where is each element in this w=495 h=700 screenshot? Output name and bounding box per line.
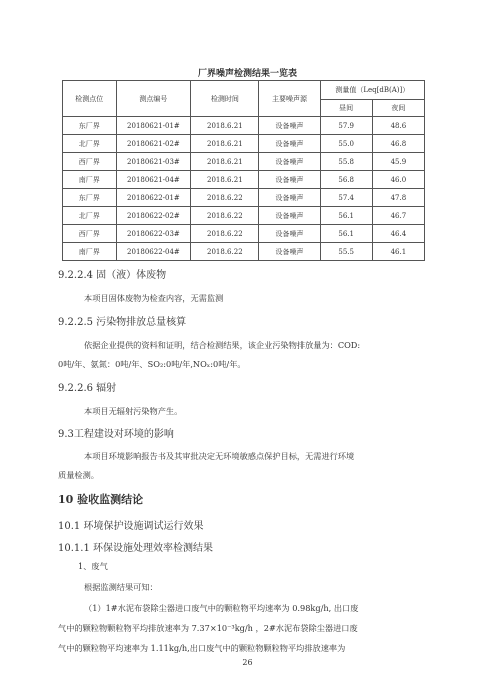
cell-date: 2018.6.21 <box>191 153 259 171</box>
cell-night: 48.6 <box>372 117 424 135</box>
cell-day: 57.4 <box>320 189 372 207</box>
cell-source: 设备噪声 <box>259 243 320 261</box>
cell-source: 设备噪声 <box>259 225 320 243</box>
cell-code: 20180621-01# <box>116 117 191 135</box>
cell-night: 46.1 <box>372 243 424 261</box>
cell-code: 20180621-02# <box>116 135 191 153</box>
para-results-line3: 气中的颗粒物平均速率为 1.11kg/h,出口废气中的颗粒物颗粒物平均排放速率为 <box>58 643 346 653</box>
cell-date: 2018.6.22 <box>191 189 259 207</box>
heading-9-2-2-6: 9.2.2.6 辐射 <box>58 383 117 394</box>
heading-10: 10 验收监测结论 <box>58 493 144 506</box>
cell-code: 20180622-04# <box>116 243 191 261</box>
heading-9-2-2-5: 9.2.2.5 污染物排放总量核算 <box>58 317 187 328</box>
header-night: 夜间 <box>372 100 424 117</box>
cell-code: 20180622-03# <box>116 225 191 243</box>
cell-night: 47.8 <box>372 189 424 207</box>
header-value: 测量值（Leq[dB(A)]） <box>320 81 424 100</box>
header-source: 主要噪声源 <box>259 81 320 117</box>
para-results-intro: 根据监测结果可知： <box>84 582 158 592</box>
cell-source: 设备噪声 <box>259 117 320 135</box>
table-row <box>63 153 425 171</box>
para-impact-line2: 质量检测。 <box>58 470 99 480</box>
para-emission-line1: 依据企业提供的资料和证明，结合检测结果，该企业污染物排放量为：COD: <box>84 340 361 350</box>
header-day: 昼间 <box>320 100 372 117</box>
table-title: 厂界噪声检测结果一览表 <box>197 69 297 79</box>
cell-day: 55.5 <box>320 243 372 261</box>
cell-location: 南厂界 <box>63 171 117 189</box>
cell-location: 西厂界 <box>63 225 117 243</box>
cell-day: 55.0 <box>320 135 372 153</box>
cell-source: 设备噪声 <box>259 189 320 207</box>
header-location: 检测点位 <box>63 81 117 117</box>
para-results-line1: （1）1#水泥布袋除尘器进口废气中的颗粒物平均速率为 0.98kg/h, 出口废 <box>84 603 359 613</box>
item-waste-gas: 1、废气 <box>78 561 108 571</box>
header-code: 测点编号 <box>116 81 191 117</box>
table-row <box>63 207 425 225</box>
cell-date: 2018.6.21 <box>191 117 259 135</box>
cell-date: 2018.6.22 <box>191 243 259 261</box>
cell-day: 55.8 <box>320 153 372 171</box>
para-emission-line2: 0吨/年、氨氮：0吨/年、SO₂:0吨/年,NOₓ:0吨/年。 <box>58 359 246 369</box>
header-time: 检测时间 <box>191 81 259 117</box>
cell-day: 57.9 <box>320 117 372 135</box>
cell-code: 20180621-03# <box>116 153 191 171</box>
table-row <box>63 135 425 153</box>
para-solid-waste: 本项目固体废物为检查内容，无需监测 <box>84 293 224 303</box>
table-row <box>63 225 425 243</box>
cell-date: 2018.6.22 <box>191 225 259 243</box>
cell-night: 46.4 <box>372 225 424 243</box>
heading-9-2-2-4: 9.2.2.4 固（液）体废物 <box>58 270 167 281</box>
cell-day: 56.1 <box>320 225 372 243</box>
cell-day: 56.1 <box>320 207 372 225</box>
cell-night: 46.0 <box>372 171 424 189</box>
noise-results-table <box>62 80 425 261</box>
table-row <box>63 117 425 135</box>
cell-night: 46.8 <box>372 135 424 153</box>
para-results-line2: 气中的颗粒物颗粒物平均排放速率为 7.37×10⁻³kg/h ，2#水泥布袋除尘器进口废 <box>58 623 358 633</box>
cell-source: 设备噪声 <box>259 207 320 225</box>
cell-location: 西厂界 <box>63 153 117 171</box>
cell-location: 北厂界 <box>63 135 117 153</box>
para-impact-line1: 本项目环境影响报告书及其审批决定无环境敏感点保护目标，无需进行环境 <box>84 451 355 461</box>
cell-date: 2018.6.22 <box>191 207 259 225</box>
cell-code: 20180622-01# <box>116 189 191 207</box>
cell-location: 北厂界 <box>63 207 117 225</box>
para-radiation: 本项目无辐射污染物产生。 <box>84 406 183 416</box>
cell-date: 2018.6.21 <box>191 171 259 189</box>
cell-code: 20180621-04# <box>116 171 191 189</box>
cell-source: 设备噪声 <box>259 153 320 171</box>
heading-10-1-1: 10.1.1 环保设施处理效率检测结果 <box>58 543 213 554</box>
cell-day: 56.8 <box>320 171 372 189</box>
page-number: 26 <box>242 658 253 667</box>
cell-source: 设备噪声 <box>259 135 320 153</box>
cell-night: 45.9 <box>372 153 424 171</box>
cell-source: 设备噪声 <box>259 171 320 189</box>
cell-location: 东厂界 <box>63 117 117 135</box>
table-row <box>63 243 425 261</box>
heading-9-3: 9.3工程建设对环境的影响 <box>58 429 174 440</box>
cell-location: 南厂界 <box>63 243 117 261</box>
cell-night: 46.7 <box>372 207 424 225</box>
cell-code: 20180622-02# <box>116 207 191 225</box>
table-row <box>63 171 425 189</box>
cell-location: 东厂界 <box>63 189 117 207</box>
cell-date: 2018.6.21 <box>191 135 259 153</box>
heading-10-1: 10.1 环境保护设施调试运行效果 <box>58 521 204 532</box>
table-row <box>63 189 425 207</box>
